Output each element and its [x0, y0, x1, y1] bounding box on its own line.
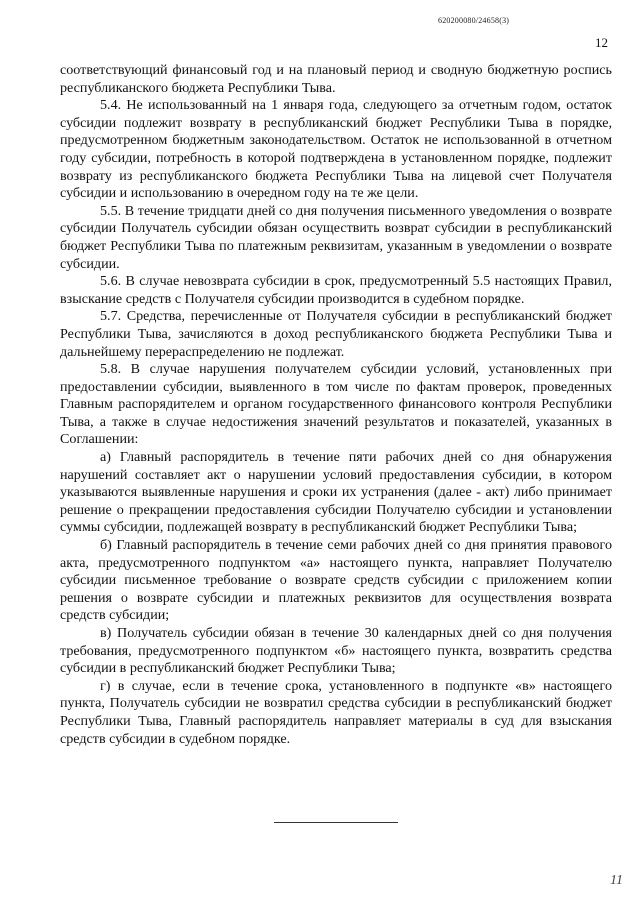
paragraph-5-4: 5.4. Не использованный на 1 января года, следующего за отчетным годом, остаток субсидии подлежит возврату в республиканский бюджет Республики Тыва в порядке, предусмотренном бюджетным законодательством. Остаток не использованной в отчетном году субсидии, потребность в которой подтверждена в установленном порядке, подлежит возврату из республиканского бюджета Республики Тыва на лицевой счет Получателя субсидии и использованию в очередном году на те же цели. — [60, 97, 612, 202]
paragraph-continuation: соответствующий финансовый год и на плановый период и сводную бюджетную роспись республиканского бюджета Республики Тыва. — [60, 62, 612, 96]
paragraph-5-6: 5.6. В случае невозврата субсидии в срок, предусмотренный 5.5 настоящих Правил, взыскание средств с Получателя субсидии производится в судебном порядке. — [60, 273, 612, 307]
document-code: 620200080/24658(3) — [438, 16, 510, 25]
document-body — [60, 62, 612, 748]
paragraph-5-5: 5.5. В течение тридцати дней со дня получения письменного уведомления о возврате субсидии Получатель субсидии обязан осуществить возврат субсидии в республиканский бюджет Республики Тыва по платежным реквизитам, указанным в уведомлении о возврате субсидии. — [60, 202, 612, 272]
subparagraph-v: в) Получатель субсидии обязан в течение 30 календарных дней со дня получения требования, предусмотренного подпунктом «б» настоящего пункта, возвратить средства субсидии в республиканский бюджет Республики Тыва; — [60, 625, 612, 677]
subparagraph-b: б) Главный распорядитель в течение семи рабочих дней со дня принятия правового акта, предусмотренного подпунктом «а» настоящего пункта, направляет Получателю субсидии письменное требование о возврате средств субсидии с приложением копии решения о возврате субсидии и платежных реквизитов для осуществления возврата средств субсидии; — [60, 537, 612, 624]
closing-separator-line — [274, 822, 398, 823]
subparagraph-g: г) в случае, если в течение срока, установленного в подпункте «в» настоящего пункта, Получатель субсидии не возвратил средства субсидии в республиканский бюджет Республики Тыва, Главный распорядитель направляет материалы в суд для взыскания средств субсидии в судебном порядке. — [60, 677, 612, 747]
page-number: 12 — [595, 35, 608, 50]
handwritten-page-number: 11 — [610, 873, 623, 888]
paragraph-5-8: 5.8. В случае нарушения получателем субсидии условий, установленных при предоставлении субсидии, выявленного в том числе по фактам проверок, проведенных Главным распорядителем и органом государственного финансового контроля Республики Тыва, а также в случае недостижения значений результатов и показателей, указанных в Соглашении: — [60, 361, 612, 448]
paragraph-5-7: 5.7. Средства, перечисленные от Получателя субсидии в республиканский бюджет Республики Тыва, зачисляются в доход республиканского бюджета Республики Тыва и дальнейшему перераспределению не подлежат. — [60, 308, 612, 360]
subparagraph-a: а) Главный распорядитель в течение пяти рабочих дней со дня обнаружения нарушений составляет акт о нарушении условий предоставления субсидии, в котором указываются выявленные нарушения и сроки их устранения (далее - акт) либо принимает решение о прекращении предоставления субсидии Получателю субсидии и установлении суммы субсидии, подлежащей возврату в республиканский бюджет Республики Тыва; — [60, 449, 612, 536]
